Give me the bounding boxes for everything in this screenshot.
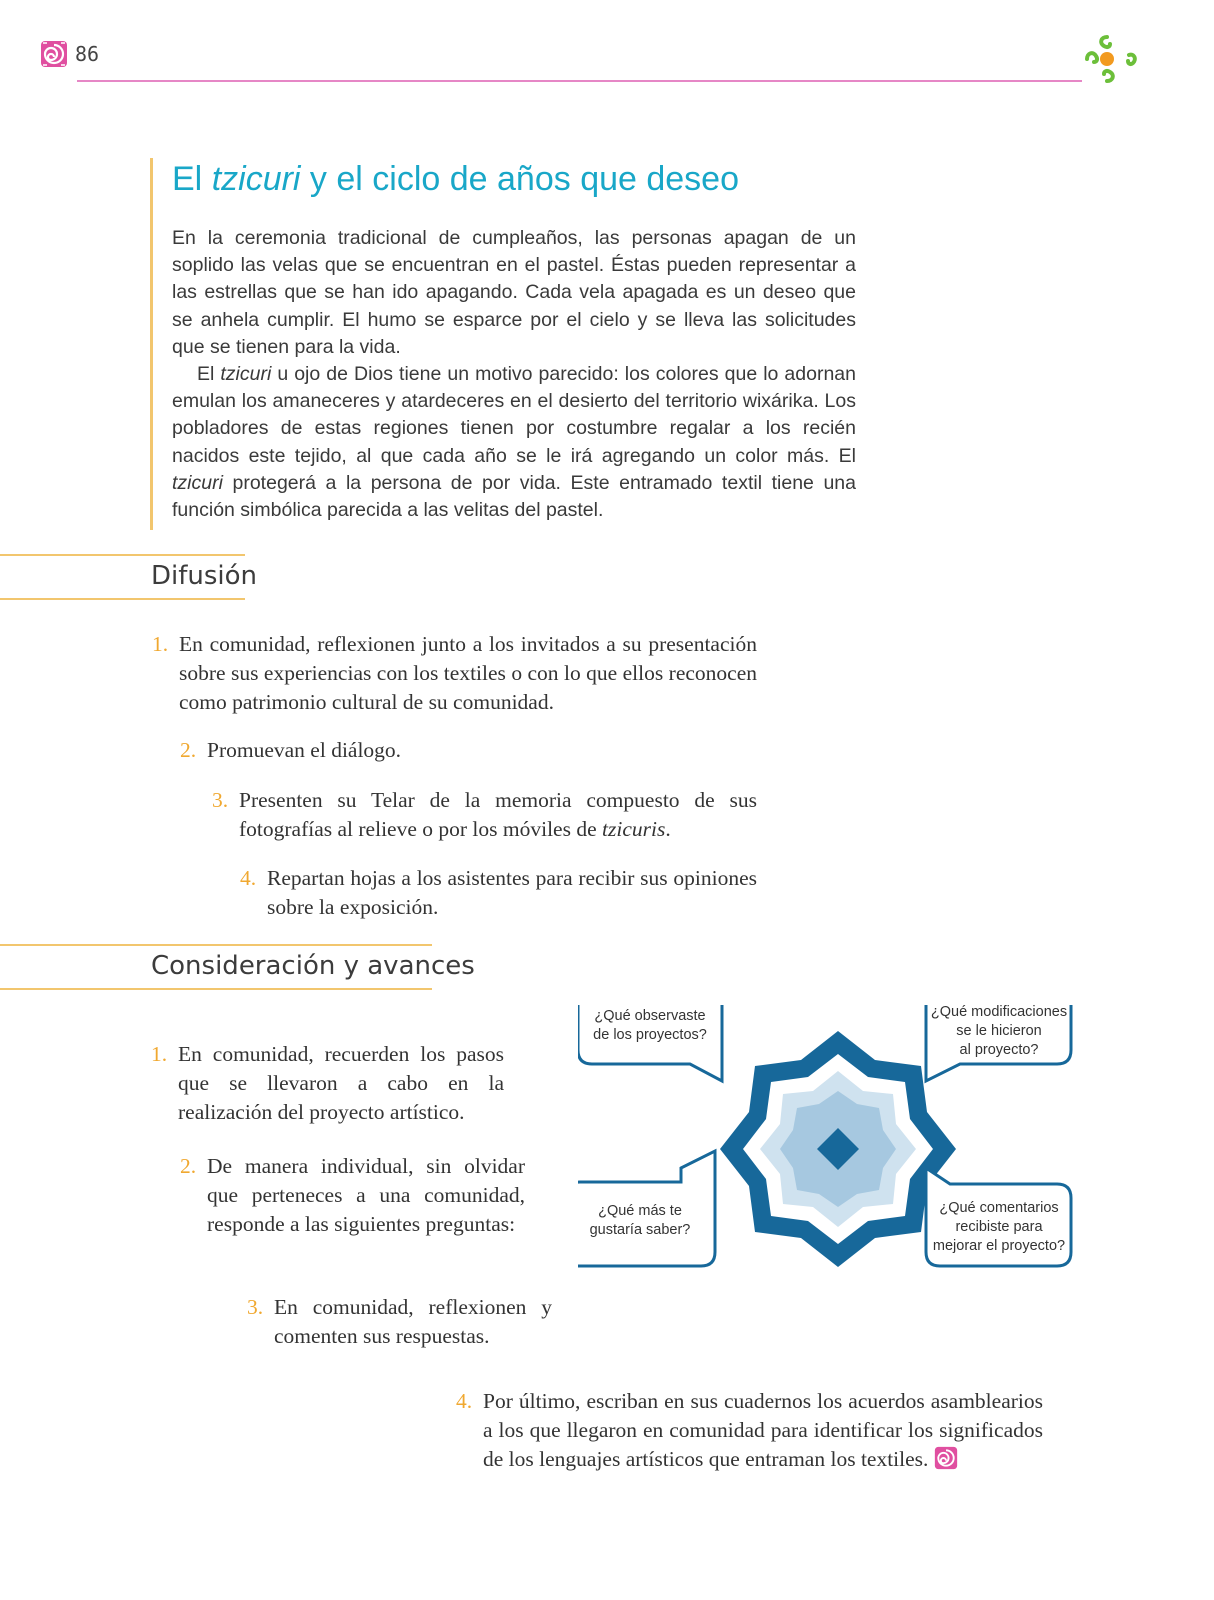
section-rule-top bbox=[0, 554, 245, 556]
sidebar-paragraph-1: En la ceremonia tradicional de cumpleaños, las personas apagan de un soplido las velas que se encuentran en el pastel. Éstas pueden representar a las estrellas que se han ido apagando. Cada vela apagada es un deseo que se anhela cumplir. El humo se esparce por el cielo y se lleva las solicitudes que se tienen para la vida. bbox=[172, 227, 856, 358]
sidebar-title: El tzicuri y el ciclo de años que deseo bbox=[172, 160, 739, 198]
sidebar-accent-bar bbox=[150, 158, 153, 530]
section-rule-bottom bbox=[0, 988, 432, 990]
section-rule-top bbox=[0, 944, 432, 946]
header-rule bbox=[77, 80, 1082, 82]
section-rule-bottom bbox=[0, 598, 245, 600]
list-item: 4. Por último, escriban en sus cuadernos los acuerdos asamblearios a los que llegaron en comunidad para identificar los significados de los lenguajes artísticos que entraman los textiles. bbox=[456, 1389, 1043, 1471]
section-heading-difusion: Difusión bbox=[151, 561, 258, 591]
list-item: 3. En comunidad, reflexionen y comenten sus respuestas. bbox=[247, 1295, 552, 1348]
list-item: 2. Promuevan el diálogo. bbox=[180, 738, 402, 762]
list-item: 1. En comunidad, recuerden los pasos que se llevaron a cabo en la realización del proyecto artístico. bbox=[151, 1042, 504, 1124]
question-text: gustaría saber? bbox=[589, 1222, 691, 1238]
flower-logo-icon bbox=[1083, 33, 1141, 85]
question-text: ¿Qué observaste bbox=[594, 1008, 706, 1024]
ornament-icon bbox=[934, 1446, 958, 1470]
star-graphic bbox=[720, 1031, 956, 1267]
sidebar-paragraph-2: El tzicuri u ojo de Dios tiene un motivo parecido: los colores que lo adornan emulan los amaneceres y atardeceres en el desierto del territorio wixárika. Los pobladores de estas regiones tienen por costumbre regalar a los recién nacidos este tejido, al que cada año se le irá agregando un color más. El tzicuri protegerá a la persona de por vida. Este entramado textil tiene una función simbólica parecida a las velitas del pastel. bbox=[172, 363, 856, 522]
question-text: ¿Qué comentarios bbox=[939, 1200, 1059, 1216]
list-item: 1. En comunidad, reflexionen junto a los invitados a su presentación sobre sus experiencias con los textiles o con lo que ellos reconocen como patrimonio cultural de su comunidad. bbox=[152, 632, 757, 714]
page-number: 86 bbox=[75, 42, 100, 66]
list-item: 3. Presenten su Telar de la memoria compuesto de sus fotografías al relieve o por los móviles de tzicuris. bbox=[212, 788, 757, 841]
question-text: ¿Qué más te bbox=[598, 1203, 682, 1219]
section-heading-consideracion: Consideración y avances bbox=[151, 951, 475, 981]
question-text: se le hicieron bbox=[956, 1023, 1042, 1039]
question-text: mejorar el proyecto? bbox=[932, 1238, 1066, 1254]
question-text: al proyecto? bbox=[959, 1042, 1039, 1058]
questions-diagram bbox=[578, 1005, 1103, 1300]
ornament-icon bbox=[40, 40, 68, 68]
question-text: de los proyectos? bbox=[593, 1027, 707, 1043]
list-item: 2. De manera individual, sin olvidar que perteneces a una comunidad, responde a las siguientes preguntas: bbox=[180, 1154, 525, 1236]
question-text: recibiste para bbox=[955, 1219, 1043, 1235]
list-item: 4. Repartan hojas a los asistentes para recibir sus opiniones sobre la exposición. bbox=[240, 866, 757, 919]
question-text: ¿Qué modificaciones bbox=[930, 1005, 1068, 1020]
